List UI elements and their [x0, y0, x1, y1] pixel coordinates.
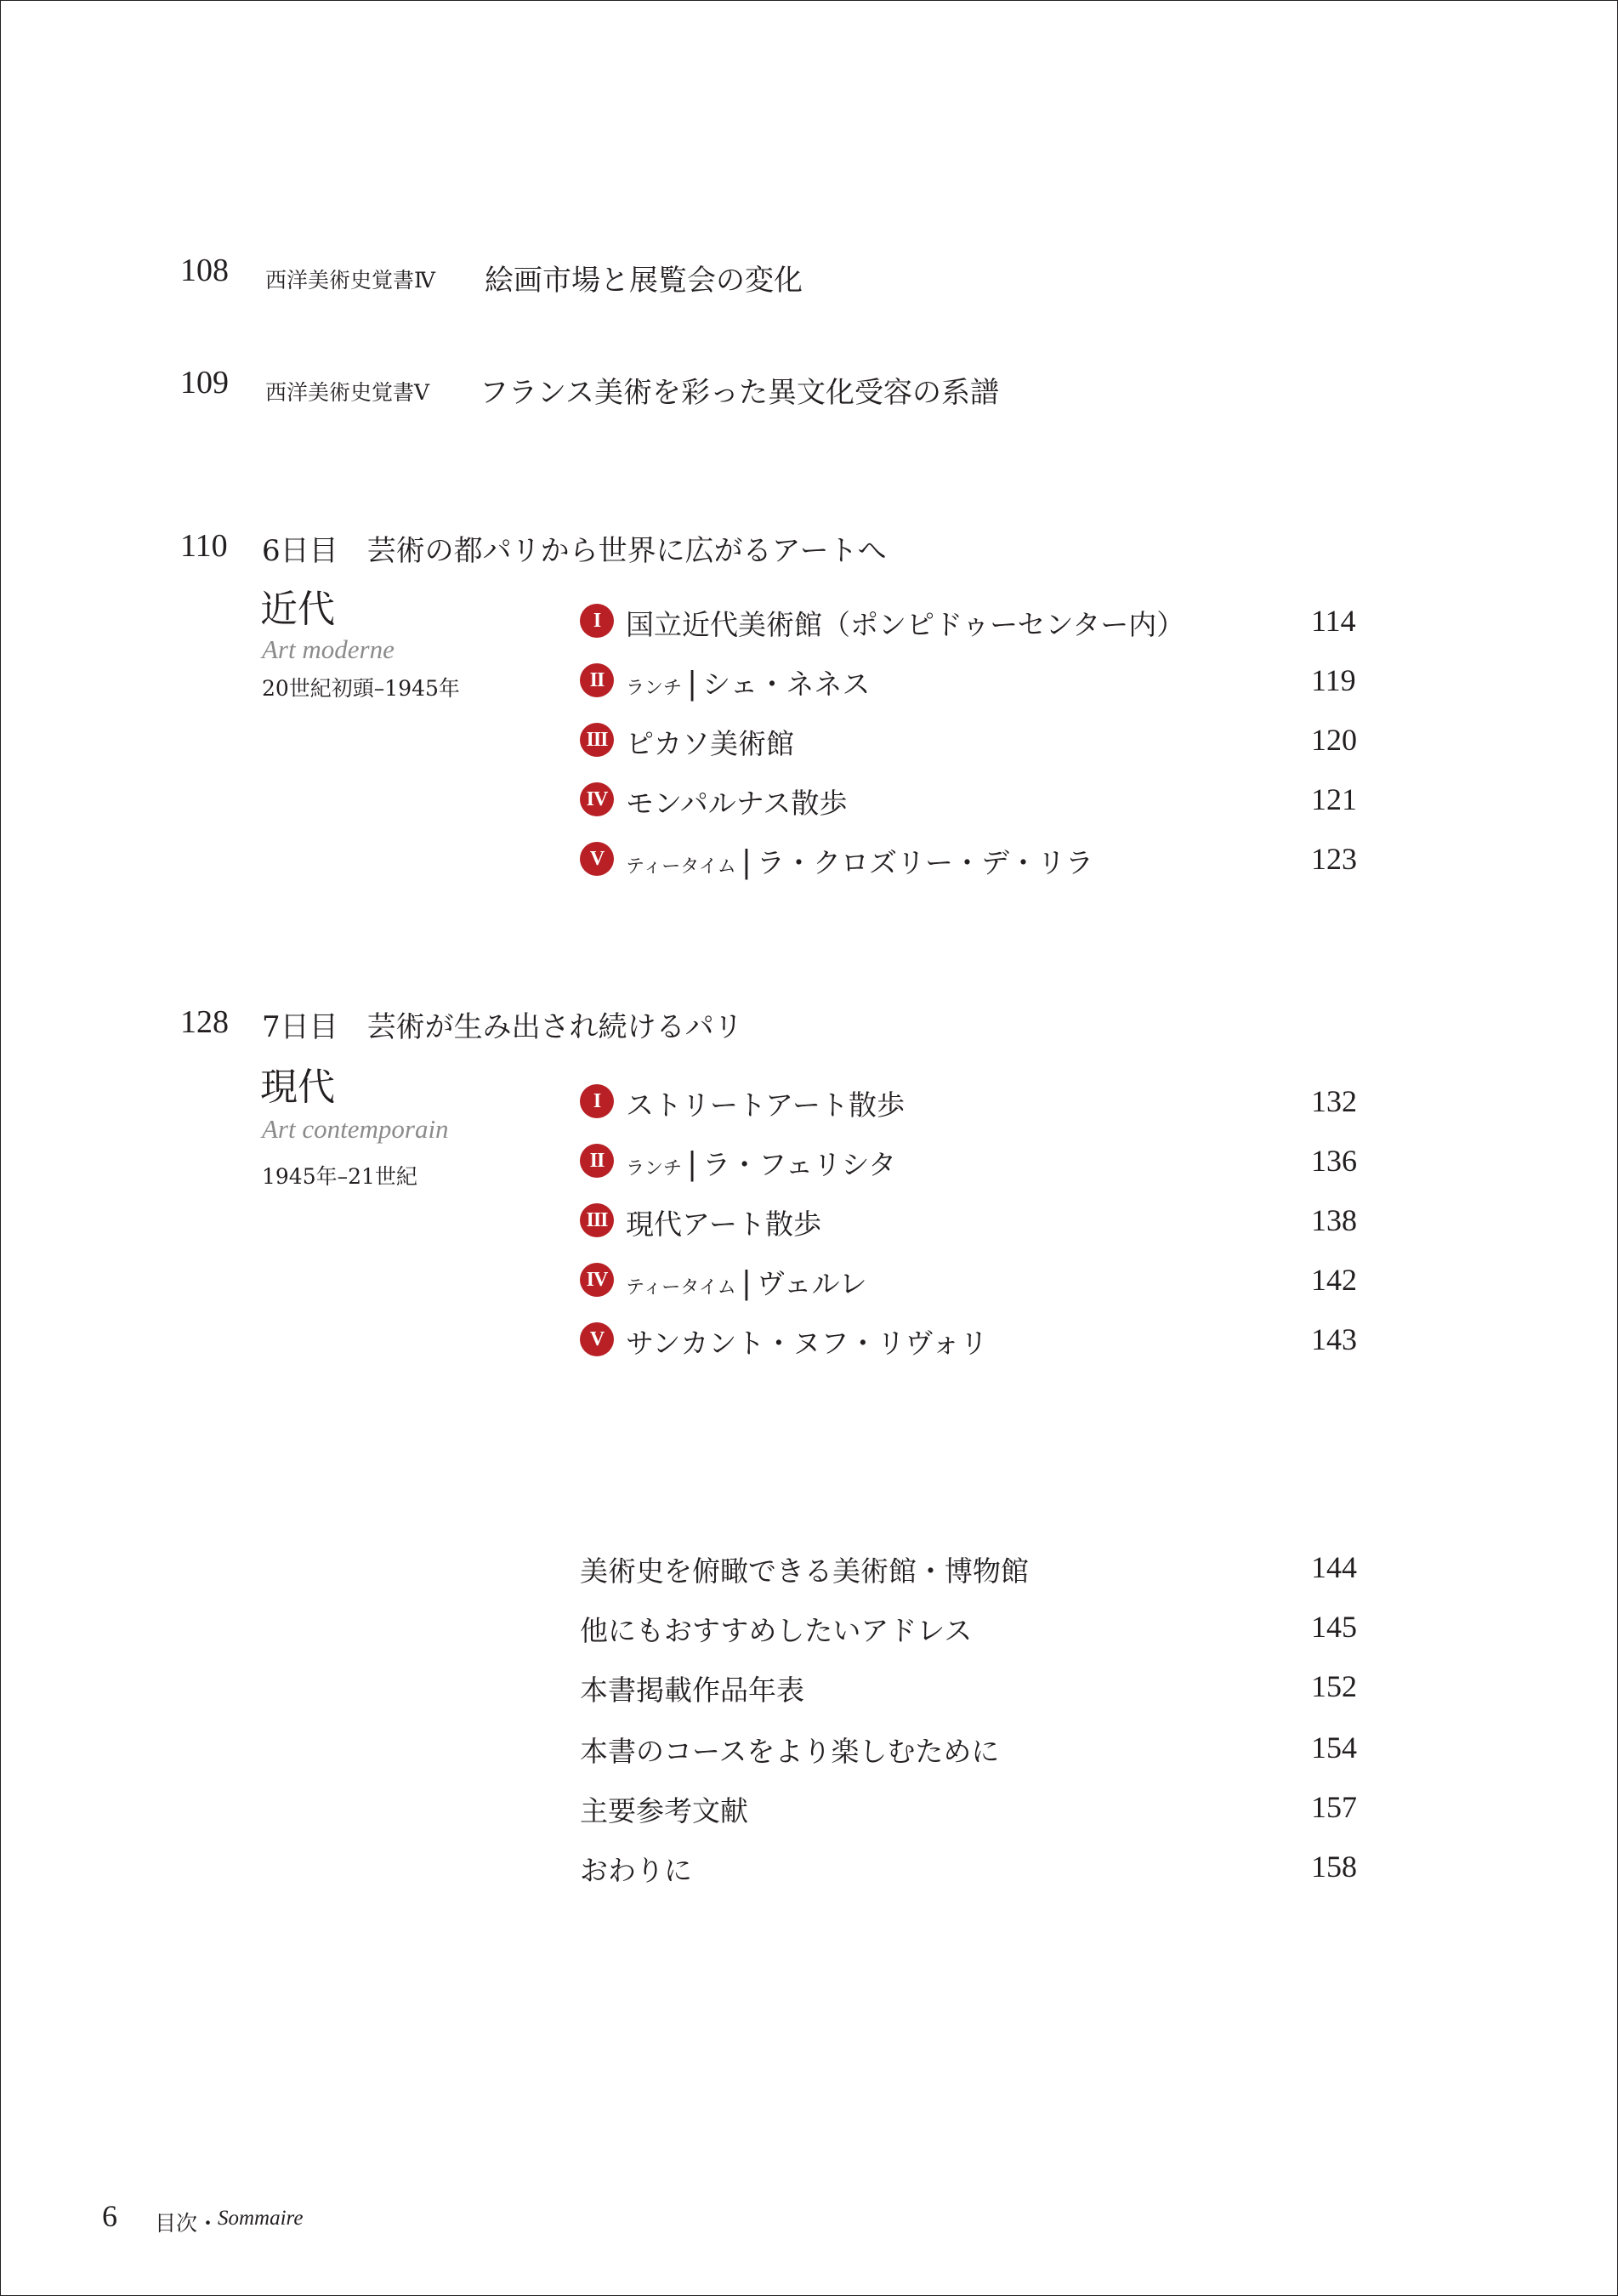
day7-item-2[interactable]: [580, 1139, 1362, 1182]
footer-label-fr: Sommaire: [218, 2207, 304, 2230]
page-footer: [102, 2198, 304, 2236]
supplement-title: 他にもおすすめしたいアドレス: [580, 1614, 973, 1647]
day6-item-1[interactable]: [580, 600, 1362, 642]
roman-numeral-badge: I: [580, 1084, 614, 1118]
item-title: 国立近代美術館（ポンピドゥーセンター内）: [626, 608, 1185, 641]
supplement-title: おわりに: [580, 1854, 692, 1887]
day6-page-number: 110: [180, 528, 228, 564]
item-category-label: ティータイム: [626, 1277, 736, 1299]
separator-bar: |: [741, 1266, 752, 1301]
item-category-label: ランチ: [626, 678, 683, 699]
item-page-number: 142: [1311, 1263, 1357, 1297]
day6-item-2[interactable]: [580, 659, 1362, 702]
day7-heading: 7日目 芸術が生み出され続けるパリ: [262, 1010, 743, 1044]
item-page-number: 114: [1311, 604, 1356, 638]
supplement-item-5[interactable]: [580, 1786, 1362, 1828]
item-page-number: 120: [1311, 723, 1357, 757]
day7-era-range: 1945年–21世紀: [262, 1164, 417, 1189]
supplement-page-number: 144: [1311, 1550, 1357, 1584]
item-page-number: 138: [1311, 1203, 1357, 1237]
day6-era: 近代: [260, 588, 335, 631]
supplement-title: 本書掲載作品年表: [580, 1674, 804, 1707]
item-category-label: ティータイム: [626, 856, 736, 878]
day7-header[interactable]: [180, 1003, 743, 1044]
item-title: モンパルナス散歩: [626, 787, 848, 820]
item-title: ラ・クロズリー・デ・リラ: [756, 846, 1093, 879]
item-page-number: 143: [1311, 1322, 1357, 1356]
roman-numeral-badge: II: [580, 1144, 614, 1178]
item-title: ラ・フェリシタ: [702, 1148, 897, 1181]
supplement-title: 美術史を俯瞰できる美術館・博物館: [580, 1554, 1029, 1588]
supplement-item-6[interactable]: [580, 1845, 1362, 1888]
day6-heading: 6日目 芸術の都パリから世界に広がるアートへ: [262, 534, 887, 568]
item-title: ヴェルレ: [756, 1267, 867, 1300]
day7-item-4[interactable]: [580, 1259, 1362, 1301]
roman-numeral-badge: IV: [580, 1263, 614, 1297]
item-title: サンカント・ヌフ・リヴォリ: [626, 1327, 989, 1360]
day7-item-5[interactable]: [580, 1318, 1362, 1361]
roman-numeral-badge: III: [580, 723, 614, 757]
footer-page-number: 6: [102, 2199, 117, 2233]
roman-numeral-badge: II: [580, 663, 614, 697]
roman-numeral-badge: IV: [580, 782, 614, 816]
separator-bar: |: [687, 1147, 698, 1182]
supplement-item-4[interactable]: [580, 1726, 1362, 1769]
toc-entry-title: フランス美術を彩った異文化受容の系譜: [480, 376, 999, 410]
day6-era-french: Art moderne: [262, 634, 395, 664]
day7-era: 現代: [260, 1066, 335, 1109]
separator-bar: |: [687, 667, 698, 702]
toc-entry-109[interactable]: [180, 364, 999, 410]
item-page-number: 119: [1311, 663, 1356, 697]
day6-era-range: 20世紀初頭–1945年: [262, 676, 460, 701]
supplement-title: 本書のコースをより楽しむために: [580, 1735, 1000, 1768]
day7-page-number: 128: [180, 1004, 229, 1040]
roman-numeral-badge: I: [580, 604, 614, 638]
day7-item-1[interactable]: [580, 1080, 1362, 1122]
day6-item-4[interactable]: [580, 778, 1362, 821]
toc-entry-title: 絵画市場と展覧会の変化: [485, 264, 803, 298]
supplement-item-3[interactable]: [580, 1665, 1362, 1708]
toc-series-label: 西洋美術史覚書Ⅳ: [265, 268, 435, 293]
supplement-item-1[interactable]: [580, 1546, 1362, 1588]
item-page-number: 121: [1311, 782, 1357, 816]
supplement-page-number: 158: [1311, 1850, 1357, 1884]
supplement-page-number: 152: [1311, 1669, 1357, 1703]
toc-series-label: 西洋美術史覚書Ⅴ: [265, 380, 430, 405]
toc-page-number: 108: [180, 253, 229, 288]
supplement-title: 主要参考文献: [580, 1794, 748, 1827]
separator-bar: |: [741, 845, 752, 880]
supplement-page-number: 157: [1311, 1790, 1357, 1824]
item-page-number: 136: [1311, 1144, 1357, 1178]
day6-item-3[interactable]: [580, 719, 1362, 761]
supplement-item-2[interactable]: [580, 1605, 1362, 1648]
roman-numeral-badge: V: [580, 842, 614, 876]
item-page-number: 123: [1311, 842, 1357, 876]
roman-numeral-badge: V: [580, 1322, 614, 1356]
item-page-number: 132: [1311, 1084, 1357, 1118]
toc-entry-108[interactable]: [180, 252, 803, 298]
item-title: 現代アート散歩: [626, 1208, 822, 1241]
item-title: シェ・ネネス: [702, 668, 871, 701]
item-category-label: ランチ: [626, 1158, 683, 1179]
day6-header[interactable]: [180, 527, 887, 568]
supplement-page-number: 154: [1311, 1731, 1357, 1765]
day6-item-5[interactable]: [580, 838, 1362, 880]
day7-era-french: Art contemporain: [262, 1114, 449, 1144]
toc-page-number: 109: [180, 365, 229, 401]
day7-item-3[interactable]: [580, 1199, 1362, 1242]
item-title: ピカソ美術館: [626, 727, 794, 760]
roman-numeral-badge: III: [580, 1203, 614, 1237]
item-title: ストリートアート散歩: [626, 1088, 906, 1122]
supplement-page-number: 145: [1311, 1610, 1357, 1644]
footer-label-jp: 目次・: [155, 2211, 219, 2236]
